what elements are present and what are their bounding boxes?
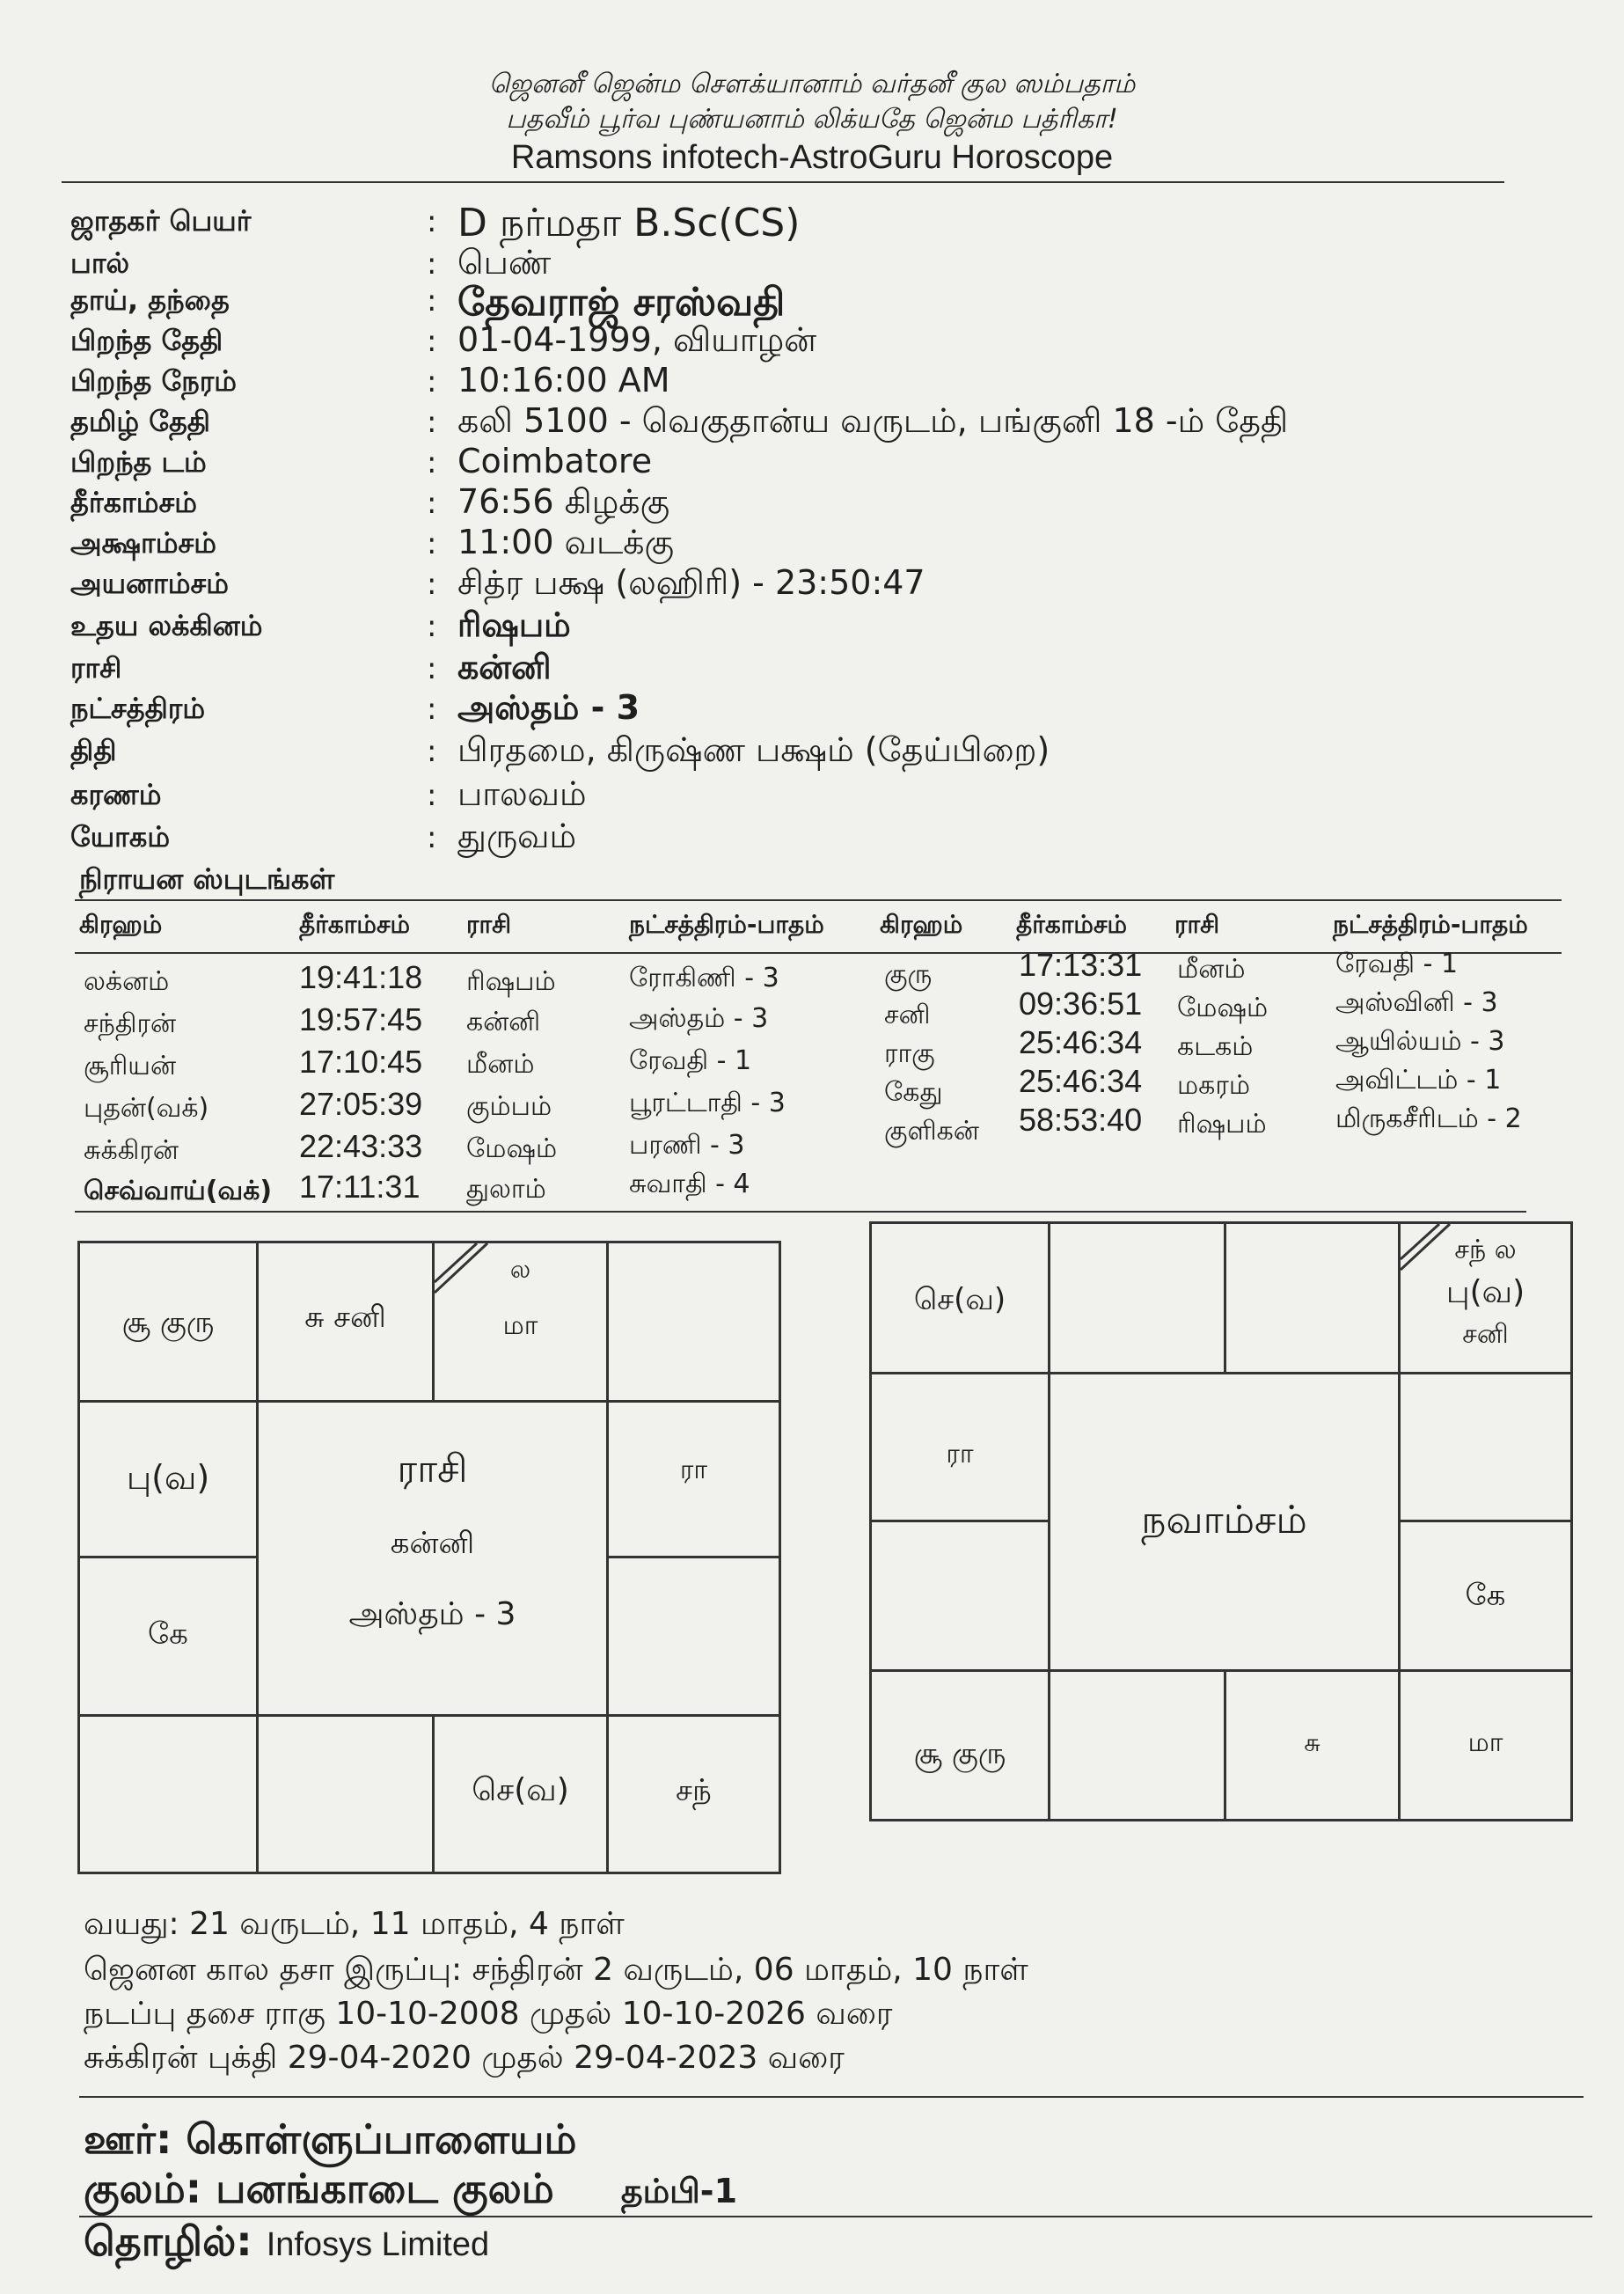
house-5: கே — [1465, 1578, 1506, 1613]
table-bottom-rule — [75, 1211, 1526, 1213]
table-cell: 09:36:51 — [1019, 986, 1143, 1022]
table-cell: 27:05:39 — [299, 1086, 423, 1122]
detail-value: பெண் — [457, 243, 552, 282]
detail-label: பிறந்த நேரம் — [70, 364, 238, 398]
house-line: சனி — [1462, 1319, 1509, 1350]
clan-value: பனங்காடை குலம் — [216, 2165, 554, 2212]
col-header: கிரஹம் — [880, 910, 963, 939]
software-title: Ramsons infotech-AstroGuru Horoscope — [510, 139, 1114, 176]
detail-row: தாய், தந்தை : தேவராஜ் சரஸ்வதி — [70, 283, 1566, 324]
verse-line-2: பதவீம் பூர்வ புண்யனாம் லிக்யதே ஜென்ம பத்ரிகா! — [506, 104, 1118, 135]
table-cell: 19:41:18 — [299, 959, 423, 995]
detail-value: அஸ்தம் - 3 — [457, 688, 640, 727]
table-cell: ஆயில்யம் - 3 — [1335, 1026, 1505, 1057]
table-cell: 19:57:45 — [299, 1001, 423, 1037]
table-cell: சுக்கிரன் — [84, 1135, 179, 1166]
col-header: ராசி — [1174, 910, 1220, 939]
house-12: சூ குரு — [121, 1305, 215, 1340]
age-line: வயது: 21 வருடம், 11 மாதம், 4 நாள் — [84, 1906, 625, 1942]
town-label: ஊர்: — [84, 2115, 172, 2163]
house-11: ரா — [946, 1439, 974, 1469]
lagna-label: ல — [509, 1255, 531, 1284]
job-value: Infosys Limited — [266, 2226, 490, 2263]
detail-row: தமிழ் தேதி : கலி 5100 - வெகுதான்ய வருடம், பங்குனி 18 -ம் தேதி — [70, 405, 1566, 445]
table-top-rule — [75, 899, 1562, 901]
detail-label: அயனாம்சம் — [70, 567, 229, 600]
table-cell: கடகம் — [1177, 1031, 1254, 1062]
table-cell: 25:46:34 — [1019, 1024, 1143, 1060]
table-cell: மீனம் — [1177, 954, 1246, 985]
table-cell: மேஷம் — [466, 1133, 558, 1164]
house-7: சு — [1304, 1728, 1320, 1757]
house-12: செ(வ) — [913, 1282, 1006, 1317]
current-bhukti-line: சுக்கிரன் புக்தி 29-04-2020 முதல் 29-04-2023 வரை — [84, 2040, 845, 2076]
detail-value: 01-04-1999, வியாழன் — [457, 320, 817, 359]
table-cell: மேஷம் — [1177, 993, 1269, 1023]
detail-row: ராசி : கன்னி — [70, 651, 1566, 692]
detail-value: 76:56 கிழக்கு — [457, 482, 670, 521]
table-cell: சூரியன் — [84, 1051, 177, 1081]
table-cell: செவ்வாய்(வக்) — [84, 1176, 273, 1206]
detail-row: பால் : பெண் — [70, 246, 1566, 287]
town-line — [84, 2115, 576, 2169]
detail-value: கலி 5100 - வெகுதான்ய வருடம், பங்குனி 18 -ம் தேதி — [457, 401, 1289, 440]
table-cell: அஸ்வினி - 3 — [1335, 987, 1498, 1018]
house-10: கே — [148, 1616, 188, 1652]
table-cell: 17:11:31 — [299, 1169, 421, 1205]
detail-value: 11:00 வடக்கு — [457, 523, 675, 561]
table-cell: 58:53:40 — [1019, 1102, 1143, 1138]
job-label: தொழில்: — [84, 2217, 252, 2265]
job-line — [84, 2217, 489, 2271]
current-dasa-line: நடப்பு தசை ராகு 10-10-2008 முதல் 10-10-2026 வரை — [84, 1996, 893, 2032]
table-cell: மீனம் — [466, 1049, 535, 1080]
header-rule — [62, 181, 1504, 183]
clan-label: குலம்: — [84, 2165, 202, 2212]
house-line: சந் ல — [1454, 1235, 1517, 1265]
navamsa-center — [1050, 1374, 1398, 1669]
clan-line — [84, 2165, 737, 2218]
detail-label: பிறந்த தேதி — [70, 324, 223, 357]
navamsa-title: நவாம்சம் — [1141, 1498, 1307, 1543]
table-cell: அவிட்டம் - 1 — [1335, 1065, 1502, 1096]
detail-label: தீர்காம்சம் — [70, 486, 197, 519]
detail-row: அக்ஷாம்சம் : 11:00 வடக்கு — [70, 526, 1566, 567]
table-cell: அஸ்தம் - 3 — [629, 1003, 769, 1034]
house-2: மா — [502, 1310, 538, 1341]
house-3 — [1401, 1229, 1570, 1356]
house-4: ரா — [679, 1455, 708, 1485]
house-7: செ(வ) — [472, 1772, 569, 1808]
table-cell: குரு — [884, 959, 933, 990]
table-cell: ரேவதி - 1 — [629, 1045, 752, 1076]
rasi-star: அஸ்தம் - 3 — [348, 1596, 516, 1632]
detail-row: அயனாம்சம் : சித்ர பக்ஷ (லஹிரி) - 23:50:47 — [70, 567, 1566, 607]
detail-label: ஜாதகர் பெயர் — [70, 204, 252, 238]
rasi-chart — [77, 1241, 781, 1874]
detail-row: பிறந்த தேதி : 01-04-1999, வியாழன் — [70, 324, 1566, 364]
detail-row: தீர்காம்சம் : 76:56 கிழக்கு — [70, 486, 1566, 526]
col-header: தீர்காம்சம் — [299, 910, 410, 939]
detail-row: யோகம் : துருவம் — [70, 820, 1566, 861]
detail-label: ராசி — [70, 651, 122, 685]
detail-value: D நர்மதா B.Sc(CS) — [457, 201, 801, 246]
detail-value: ரிஷபம் — [457, 605, 571, 644]
dasa-balance-line: ஜெனன கால தசா இருப்பு: சந்திரன் 2 வருடம், 06 மாதம், 10 நாள் — [84, 1952, 1028, 1988]
sibling-value: தம்பி-1 — [620, 2172, 738, 2210]
table-cell: 17:13:31 — [1019, 947, 1143, 983]
detail-label: பிறந்த டம் — [70, 445, 207, 479]
table-cell: லக்னம் — [84, 966, 170, 997]
detail-label: பால் — [70, 246, 130, 280]
rasi-title: ராசி — [397, 1447, 468, 1491]
detail-label: உதய லக்கினம் — [70, 609, 263, 642]
col-header: ராசி — [466, 910, 512, 939]
detail-row: நட்சத்திரம் : அஸ்தம் - 3 — [70, 692, 1566, 732]
table-cell: மிருகசீரிடம் - 2 — [1335, 1103, 1522, 1134]
table-cell: 22:43:33 — [299, 1128, 423, 1164]
table-cell: ரிஷபம் — [1177, 1109, 1267, 1140]
footer-rule — [79, 2096, 1584, 2098]
detail-value: தேவராஜ் சரஸ்வதி — [457, 280, 786, 325]
col-header: கிரஹம் — [79, 910, 163, 939]
table-cell: மகரம் — [1177, 1070, 1250, 1101]
col-header: நட்சத்திரம்-பாதம் — [629, 910, 824, 939]
town-value: கொள்ளுப்பாளையம் — [186, 2115, 577, 2163]
table-cell: ரிஷபம் — [466, 966, 556, 997]
table-cell: 25:46:34 — [1019, 1063, 1143, 1099]
table-cell: சந்திரன் — [84, 1008, 177, 1039]
table-cell: பரணி - 3 — [629, 1130, 745, 1161]
house-6: மா — [1467, 1727, 1503, 1758]
house-1: சு சனி — [304, 1300, 386, 1335]
detail-label: கரணம் — [70, 778, 162, 811]
detail-row: உதய லக்கினம் : ரிஷபம் — [70, 609, 1566, 649]
detail-value: கன்னி — [457, 648, 552, 686]
table-cell: புதன்(வக்) — [84, 1093, 209, 1124]
house-9: சூ குரு — [913, 1736, 1006, 1771]
house-11: பு(வ) — [126, 1458, 210, 1497]
detail-label: தமிழ் தேதி — [70, 405, 211, 438]
detail-label: யோகம் — [70, 820, 171, 854]
verse-line-1: ஜெனனீ ஜென்ம சௌக்யானாம் வர்தனீ குல ஸம்பதாம் — [488, 69, 1136, 99]
rasi-center — [259, 1403, 606, 1714]
col-header: நட்சத்திரம்-பாதம் — [1333, 910, 1528, 939]
table-cell: கன்னி — [466, 1007, 541, 1037]
detail-label: நட்சத்திரம் — [70, 692, 206, 725]
table-cell: சுவாதி - 4 — [629, 1169, 750, 1199]
detail-label: தாய், தந்தை — [70, 283, 230, 317]
detail-value: பிரதமை, கிருஷ்ண பக்ஷம் (தேய்பிறை) — [457, 730, 1050, 769]
table-cell: குளிகன் — [884, 1116, 979, 1147]
detail-value: 10:16:00 AM — [457, 361, 670, 399]
detail-value: சித்ர பக்ஷ (லஹிரி) - 23:50:47 — [457, 563, 925, 602]
navamsa-chart — [869, 1221, 1573, 1821]
table-cell: ரேவதி - 1 — [1335, 949, 1459, 979]
detail-row: பிறந்த நேரம் : 10:16:00 AM — [70, 361, 670, 399]
detail-label: திதி — [70, 734, 117, 767]
detail-label: அக்ஷாம்சம் — [70, 526, 216, 560]
detail-row: பிறந்த டம் : Coimbatore — [70, 442, 653, 480]
col-header: தீர்காம்சம் — [1016, 910, 1127, 939]
table-cell: பூரட்டாதி - 3 — [629, 1088, 786, 1118]
table-cell: கேது — [884, 1077, 943, 1108]
table-cell: ரோகிணி - 3 — [629, 963, 779, 993]
table-cell: ராகு — [884, 1038, 935, 1069]
detail-row: ஜாதகர் பெயர் : D நர்மதா B.Sc(CS) — [70, 204, 1566, 245]
table-cell: சனி — [884, 1000, 931, 1030]
rasi-sign: கன்னி — [390, 1526, 475, 1561]
detail-row: திதி : பிரதமை, கிருஷ்ண பக்ஷம் (தேய்பிறை) — [70, 734, 1566, 774]
house-6: சந் — [676, 1773, 712, 1808]
detail-value: துருவம் — [457, 817, 577, 855]
sphuta-title: நிராயன ஸ்புடங்கள் — [79, 862, 335, 896]
table-cell: துலாம் — [466, 1174, 546, 1205]
table-cell: கும்பம் — [466, 1091, 552, 1122]
house-line: பு(வ) — [1445, 1274, 1525, 1310]
detail-value: Coimbatore — [457, 442, 653, 480]
table-cell: 17:10:45 — [299, 1044, 423, 1080]
detail-row: கரணம் : பாலவம் — [70, 778, 1566, 818]
detail-value: பாலவம் — [457, 774, 587, 813]
